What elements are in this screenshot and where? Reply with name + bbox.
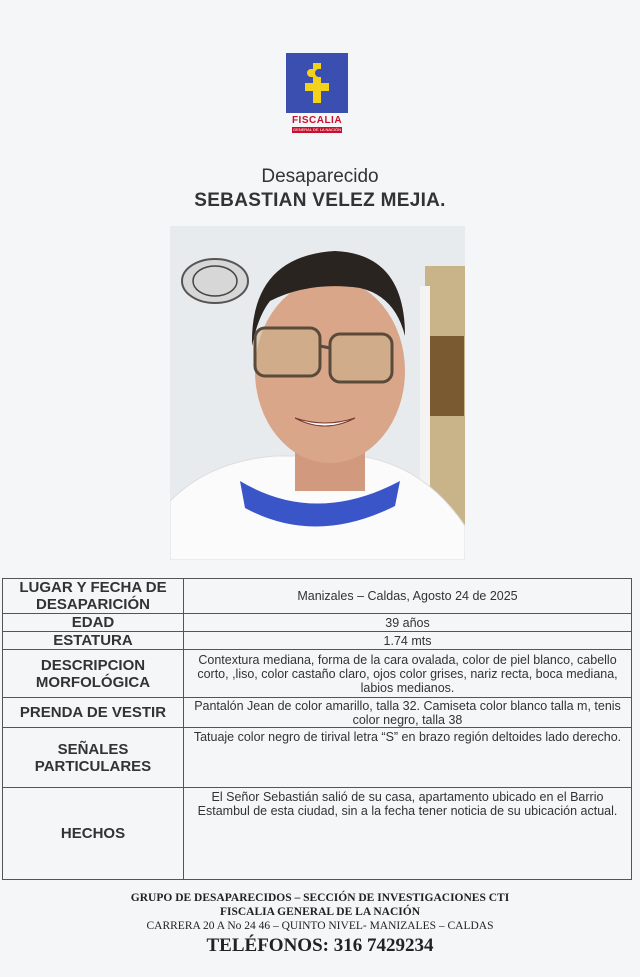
row-value: Contextura mediana, forma de la cara ovalada, color de piel blanco, cabello corto, ,liso, color castaño claro, ojos color grises, nariz recta, boca mediana, labios medianos. — [184, 650, 632, 698]
logo-text: FISCALIA — [291, 115, 343, 126]
table-row — [3, 579, 632, 614]
footer-group: GRUPO DE DESAPARECIDOS – SECCIÓN DE INVESTIGACIONES CTI — [130, 892, 510, 904]
row-label: HECHOS — [3, 788, 184, 880]
footer-agency: FISCALIA GENERAL DE LA NACIÓN — [219, 906, 420, 918]
row-value: Tatuaje color negro de tirival letra “S” en brazo región deltoides lado derecho. — [184, 728, 632, 788]
row-label: ESTATURA — [3, 632, 184, 650]
puzzle-logo-icon — [286, 53, 348, 113]
table-row — [3, 788, 632, 880]
row-value: Manizales – Caldas, Agosto 24 de 2025 — [184, 579, 632, 614]
row-label: LUGAR Y FECHA DE DESAPARICIÓN — [3, 579, 184, 614]
table-row — [3, 650, 632, 698]
poster-subtitle: Desaparecido — [261, 166, 379, 187]
row-value: Pantalón Jean de color amarillo, talla 32. Camiseta color blanco talla m, tenis color negro, talla 38 — [184, 698, 632, 728]
row-label: SEÑALES PARTICULARES — [3, 728, 184, 788]
missing-person-name: SEBASTIAN VELEZ MEJIA. — [194, 190, 446, 211]
row-label: PRENDA DE VESTIR — [3, 698, 184, 728]
wall-lamp-icon — [182, 259, 248, 303]
row-label: EDAD — [3, 614, 184, 632]
footer-address: CARRERA 20 A No 24 46 – QUINTO NIVEL- MANIZALES – CALDAS — [146, 920, 494, 932]
fiscalia-logo — [286, 53, 348, 143]
table-row — [3, 614, 632, 632]
row-value: 1.74 mts — [184, 632, 632, 650]
row-label: DESCRIPCION MORFOLÓGICA — [3, 650, 184, 698]
person-photo — [170, 226, 465, 560]
table-row — [3, 632, 632, 650]
table-row — [3, 728, 632, 788]
table-row — [3, 698, 632, 728]
row-value: 39 años — [184, 614, 632, 632]
row-value: El Señor Sebastián salió de su casa, apartamento ubicado en el Barrio Estambul de esta ciudad, sin a la fecha tener noticia de su ubicación actual. — [184, 788, 632, 880]
logo-subtext: GENERAL DE LA NACIÓN — [292, 127, 342, 132]
info-table — [2, 578, 632, 880]
footer-phone: TELÉFONOS: 316 7429234 — [206, 935, 434, 956]
